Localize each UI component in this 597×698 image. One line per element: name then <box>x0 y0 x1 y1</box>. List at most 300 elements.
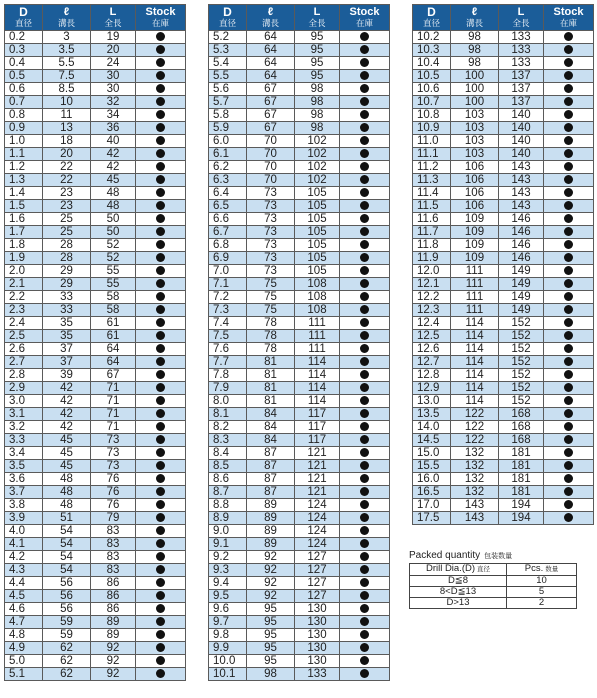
stock-cell <box>136 161 186 174</box>
in-stock-icon <box>156 32 165 41</box>
flute-length-cell: 132 <box>451 473 499 486</box>
table-row <box>413 460 594 473</box>
in-stock-icon <box>564 487 573 496</box>
in-stock-icon <box>360 539 369 548</box>
flute-length-cell: 92 <box>247 590 295 603</box>
flute-length-cell: 3.5 <box>43 44 91 57</box>
flute-length-cell: 87 <box>247 460 295 473</box>
flute-length-cell: 106 <box>451 187 499 200</box>
stock-cell <box>340 551 390 564</box>
in-stock-icon <box>360 656 369 665</box>
diameter-cell: 10.4 <box>413 57 451 70</box>
flute-length-cell: 73 <box>247 200 295 213</box>
flute-length-cell: 73 <box>247 213 295 226</box>
overall-length-cell: 73 <box>91 460 136 473</box>
in-stock-icon <box>156 461 165 470</box>
table-row <box>413 447 594 460</box>
stock-cell <box>340 200 390 213</box>
overall-length-cell: 36 <box>91 122 136 135</box>
overall-length-cell: 71 <box>91 421 136 434</box>
diameter-cell: 15.0 <box>413 447 451 460</box>
stock-cell <box>544 421 594 434</box>
in-stock-icon <box>360 526 369 535</box>
in-stock-icon <box>156 188 165 197</box>
table-row <box>209 57 390 70</box>
flute-length-cell: 37 <box>43 343 91 356</box>
in-stock-icon <box>156 643 165 652</box>
flute-length-cell: 78 <box>247 317 295 330</box>
diameter-cell: 4.7 <box>5 616 43 629</box>
flute-length-cell: 42 <box>43 408 91 421</box>
in-stock-icon <box>564 409 573 418</box>
table-row <box>5 226 186 239</box>
overall-length-cell: 117 <box>295 408 340 421</box>
flute-length-cell: 10 <box>43 96 91 109</box>
flute-length-cell: 111 <box>451 304 499 317</box>
overall-length-cell: 121 <box>295 473 340 486</box>
flute-length-cell: 73 <box>247 252 295 265</box>
col-overall-length-sub: 全長 <box>308 18 326 28</box>
in-stock-icon <box>156 214 165 223</box>
table-row <box>209 96 390 109</box>
in-stock-icon <box>360 71 369 80</box>
in-stock-icon <box>564 149 573 158</box>
stock-cell <box>340 278 390 291</box>
table-row <box>5 70 186 83</box>
diameter-cell: 2.9 <box>5 382 43 395</box>
in-stock-icon <box>156 526 165 535</box>
stock-cell <box>544 239 594 252</box>
table-row <box>209 369 390 382</box>
flute-length-cell: 106 <box>451 174 499 187</box>
flute-length-cell: 64 <box>247 57 295 70</box>
in-stock-icon <box>564 71 573 80</box>
in-stock-icon <box>156 227 165 236</box>
flute-length-cell: 132 <box>451 460 499 473</box>
packed-pcs: 5 <box>507 587 577 598</box>
diameter-cell: 8.5 <box>209 460 247 473</box>
packed-cond: D>13 <box>410 598 507 609</box>
overall-length-cell: 64 <box>91 356 136 369</box>
in-stock-icon <box>360 201 369 210</box>
in-stock-icon <box>564 97 573 106</box>
diameter-cell: 2.8 <box>5 369 43 382</box>
table-row <box>209 629 390 642</box>
in-stock-icon <box>564 331 573 340</box>
diameter-cell: 2.4 <box>5 317 43 330</box>
col-flute-length-label: ℓ <box>267 6 274 18</box>
in-stock-icon <box>156 123 165 132</box>
flute-length-cell: 106 <box>451 161 499 174</box>
overall-length-cell: 76 <box>91 486 136 499</box>
overall-length-cell: 111 <box>295 317 340 330</box>
flute-length-cell: 62 <box>43 655 91 668</box>
flute-length-cell: 70 <box>247 174 295 187</box>
diameter-cell: 9.9 <box>209 642 247 655</box>
packed-cond: D≦8 <box>410 576 507 587</box>
flute-length-cell: 75 <box>247 304 295 317</box>
overall-length-cell: 152 <box>499 382 544 395</box>
overall-length-cell: 127 <box>295 564 340 577</box>
flute-length-cell: 92 <box>247 577 295 590</box>
overall-length-cell: 194 <box>499 512 544 525</box>
overall-length-cell: 34 <box>91 109 136 122</box>
in-stock-icon <box>360 305 369 314</box>
table-row <box>413 187 594 200</box>
table-row <box>413 57 594 70</box>
overall-length-cell: 108 <box>295 291 340 304</box>
in-stock-icon <box>156 279 165 288</box>
overall-length-cell: 42 <box>91 148 136 161</box>
flute-length-cell: 143 <box>451 512 499 525</box>
stock-cell <box>340 356 390 369</box>
stock-cell <box>544 187 594 200</box>
diameter-cell: 11.2 <box>413 161 451 174</box>
table-row <box>209 109 390 122</box>
table-row <box>209 70 390 83</box>
diameter-cell: 5.3 <box>209 44 247 57</box>
table-row <box>5 382 186 395</box>
overall-length-cell: 58 <box>91 291 136 304</box>
stock-cell <box>340 486 390 499</box>
stock-cell <box>544 252 594 265</box>
table-row <box>413 265 594 278</box>
overall-length-cell: 95 <box>295 70 340 83</box>
stock-cell <box>340 668 390 681</box>
flute-length-cell: 103 <box>451 109 499 122</box>
overall-length-cell: 61 <box>91 317 136 330</box>
table-row <box>413 356 594 369</box>
stock-cell <box>544 512 594 525</box>
stock-cell <box>136 577 186 590</box>
table-row <box>5 44 186 57</box>
overall-length-cell: 143 <box>499 161 544 174</box>
stock-cell <box>136 317 186 330</box>
table-row <box>209 252 390 265</box>
table-row <box>5 538 186 551</box>
packed-row <box>410 598 577 609</box>
flute-length-cell: 84 <box>247 434 295 447</box>
table-row <box>209 382 390 395</box>
overall-length-cell: 194 <box>499 499 544 512</box>
table-row <box>209 44 390 57</box>
in-stock-icon <box>360 487 369 496</box>
in-stock-icon <box>156 175 165 184</box>
in-stock-icon <box>564 357 573 366</box>
diameter-cell: 4.6 <box>5 603 43 616</box>
stock-cell <box>340 629 390 642</box>
flute-length-cell: 67 <box>247 96 295 109</box>
overall-length-cell: 52 <box>91 252 136 265</box>
in-stock-icon <box>564 422 573 431</box>
diameter-cell: 5.5 <box>209 70 247 83</box>
diameter-cell: 2.1 <box>5 278 43 291</box>
in-stock-icon <box>360 474 369 483</box>
flute-length-cell: 73 <box>247 187 295 200</box>
diameter-cell: 13.0 <box>413 395 451 408</box>
stock-cell <box>340 603 390 616</box>
overall-length-cell: 48 <box>91 187 136 200</box>
in-stock-icon <box>564 474 573 483</box>
overall-length-cell: 168 <box>499 434 544 447</box>
in-stock-icon <box>360 578 369 587</box>
flute-length-cell: 95 <box>247 642 295 655</box>
in-stock-icon <box>156 617 165 626</box>
table-row <box>209 304 390 317</box>
overall-length-cell: 19 <box>91 31 136 44</box>
overall-length-cell: 124 <box>295 512 340 525</box>
col-flute-length-sub: 溝長 <box>57 18 75 28</box>
stock-cell <box>544 304 594 317</box>
stock-cell <box>544 317 594 330</box>
stock-cell <box>136 369 186 382</box>
in-stock-icon <box>564 188 573 197</box>
overall-length-cell: 73 <box>91 434 136 447</box>
flute-length-cell: 33 <box>43 291 91 304</box>
overall-length-cell: 48 <box>91 200 136 213</box>
overall-length-cell: 137 <box>499 96 544 109</box>
table-row <box>413 200 594 213</box>
in-stock-icon <box>156 201 165 210</box>
flute-length-cell: 11 <box>43 109 91 122</box>
flute-length-cell: 92 <box>247 551 295 564</box>
diameter-cell: 12.1 <box>413 278 451 291</box>
overall-length-cell: 50 <box>91 213 136 226</box>
in-stock-icon <box>564 162 573 171</box>
in-stock-icon <box>156 539 165 548</box>
stock-cell <box>340 512 390 525</box>
diameter-cell: 4.9 <box>5 642 43 655</box>
in-stock-icon <box>360 331 369 340</box>
overall-length-cell: 105 <box>295 213 340 226</box>
flute-length-cell: 87 <box>247 486 295 499</box>
in-stock-icon <box>360 591 369 600</box>
stock-cell <box>544 174 594 187</box>
packed-quantity-title-text: Packed quantity <box>409 550 481 561</box>
flute-length-cell: 54 <box>43 538 91 551</box>
col-diameter-sub: 直径 <box>14 18 32 28</box>
drill-table-2 <box>208 4 390 681</box>
in-stock-icon <box>564 110 573 119</box>
in-stock-icon <box>564 344 573 353</box>
flute-length-cell: 42 <box>43 382 91 395</box>
table-row <box>413 330 594 343</box>
flute-length-cell: 103 <box>451 122 499 135</box>
flute-length-cell: 114 <box>451 369 499 382</box>
diameter-cell: 12.8 <box>413 369 451 382</box>
diameter-cell: 11.3 <box>413 174 451 187</box>
in-stock-icon <box>360 162 369 171</box>
stock-cell <box>340 161 390 174</box>
flute-length-cell: 78 <box>247 330 295 343</box>
stock-cell <box>340 135 390 148</box>
col-overall-length <box>91 5 136 31</box>
in-stock-icon <box>156 162 165 171</box>
table-row <box>209 434 390 447</box>
table-row <box>413 395 594 408</box>
table-row <box>209 668 390 681</box>
overall-length-cell: 127 <box>295 590 340 603</box>
table-row <box>413 226 594 239</box>
overall-length-cell: 73 <box>91 447 136 460</box>
packed-col-pcs <box>507 564 577 576</box>
in-stock-icon <box>360 461 369 470</box>
diameter-cell: 3.0 <box>5 395 43 408</box>
table-row <box>413 83 594 96</box>
diameter-cell: 5.8 <box>209 109 247 122</box>
stock-cell <box>544 44 594 57</box>
overall-length-cell: 181 <box>499 460 544 473</box>
diameter-cell: 15.5 <box>413 460 451 473</box>
table-row <box>5 460 186 473</box>
diameter-cell: 2.7 <box>5 356 43 369</box>
table-row <box>413 135 594 148</box>
in-stock-icon <box>156 656 165 665</box>
flute-length-cell: 109 <box>451 252 499 265</box>
flute-length-cell: 59 <box>43 616 91 629</box>
table-row <box>413 343 594 356</box>
stock-cell <box>340 538 390 551</box>
stock-cell <box>136 31 186 44</box>
col-diameter-label: D <box>223 5 232 19</box>
table-row <box>209 499 390 512</box>
overall-length-cell: 83 <box>91 551 136 564</box>
diameter-cell: 9.1 <box>209 538 247 551</box>
stock-cell <box>340 421 390 434</box>
overall-length-cell: 181 <box>499 473 544 486</box>
flute-length-cell: 18 <box>43 135 91 148</box>
stock-cell <box>136 538 186 551</box>
flute-length-cell: 59 <box>43 629 91 642</box>
diameter-cell: 4.0 <box>5 525 43 538</box>
diameter-cell: 5.2 <box>209 31 247 44</box>
stock-cell <box>136 655 186 668</box>
overall-length-cell: 108 <box>295 278 340 291</box>
stock-cell <box>544 369 594 382</box>
table-row <box>5 473 186 486</box>
table-row <box>209 161 390 174</box>
flute-length-cell: 35 <box>43 317 91 330</box>
table-row <box>209 460 390 473</box>
table-row <box>413 31 594 44</box>
table-row <box>5 330 186 343</box>
diameter-cell: 12.6 <box>413 343 451 356</box>
overall-length-cell: 146 <box>499 252 544 265</box>
flute-length-cell: 87 <box>247 447 295 460</box>
in-stock-icon <box>564 500 573 509</box>
flute-length-cell: 111 <box>451 291 499 304</box>
diameter-cell: 8.2 <box>209 421 247 434</box>
flute-length-cell: 37 <box>43 356 91 369</box>
table-row <box>209 213 390 226</box>
flute-length-cell: 25 <box>43 226 91 239</box>
overall-length-cell: 105 <box>295 239 340 252</box>
diameter-cell: 9.6 <box>209 603 247 616</box>
flute-length-cell: 28 <box>43 252 91 265</box>
overall-length-cell: 42 <box>91 161 136 174</box>
in-stock-icon <box>360 97 369 106</box>
overall-length-cell: 98 <box>295 83 340 96</box>
overall-length-cell: 108 <box>295 304 340 317</box>
diameter-cell: 8.4 <box>209 447 247 460</box>
stock-cell <box>544 499 594 512</box>
in-stock-icon <box>360 84 369 93</box>
col-diameter-sub: 直径 <box>422 18 440 28</box>
in-stock-icon <box>564 175 573 184</box>
diameter-cell: 11.1 <box>413 148 451 161</box>
in-stock-icon <box>156 435 165 444</box>
in-stock-icon <box>156 396 165 405</box>
flute-length-cell: 73 <box>247 265 295 278</box>
in-stock-icon <box>156 149 165 158</box>
in-stock-icon <box>360 552 369 561</box>
flute-length-cell: 8.5 <box>43 83 91 96</box>
table-row <box>209 356 390 369</box>
in-stock-icon <box>156 344 165 353</box>
diameter-cell: 8.9 <box>209 512 247 525</box>
in-stock-icon <box>564 227 573 236</box>
flute-length-cell: 64 <box>247 31 295 44</box>
stock-cell <box>136 382 186 395</box>
stock-cell <box>544 486 594 499</box>
diameter-cell: 6.5 <box>209 200 247 213</box>
diameter-cell: 6.0 <box>209 135 247 148</box>
table-row <box>5 421 186 434</box>
flute-length-cell: 56 <box>43 603 91 616</box>
table-row <box>209 395 390 408</box>
flute-length-cell: 81 <box>247 395 295 408</box>
col-stock <box>340 5 390 31</box>
flute-length-cell: 7.5 <box>43 70 91 83</box>
in-stock-icon <box>156 318 165 327</box>
flute-length-cell: 103 <box>451 135 499 148</box>
stock-cell <box>544 460 594 473</box>
in-stock-icon <box>360 422 369 431</box>
flute-length-cell: 89 <box>247 538 295 551</box>
flute-length-cell: 62 <box>43 642 91 655</box>
stock-cell <box>136 122 186 135</box>
overall-length-cell: 152 <box>499 369 544 382</box>
col-stock-sub: 在庫 <box>151 18 169 28</box>
overall-length-cell: 133 <box>499 44 544 57</box>
stock-cell <box>340 187 390 200</box>
packed-col-dia-sub: 直径 <box>477 566 491 573</box>
stock-cell <box>136 304 186 317</box>
stock-cell <box>136 148 186 161</box>
stock-cell <box>544 330 594 343</box>
stock-cell <box>136 642 186 655</box>
flute-length-cell: 92 <box>247 564 295 577</box>
table-row <box>209 265 390 278</box>
diameter-cell: 6.6 <box>209 213 247 226</box>
overall-length-cell: 55 <box>91 265 136 278</box>
table-row <box>413 44 594 57</box>
stock-cell <box>544 161 594 174</box>
in-stock-icon <box>156 422 165 431</box>
in-stock-icon <box>564 318 573 327</box>
in-stock-icon <box>360 344 369 353</box>
diameter-cell: 0.3 <box>5 44 43 57</box>
diameter-cell: 1.7 <box>5 226 43 239</box>
table-row <box>5 551 186 564</box>
diameter-cell: 16.0 <box>413 473 451 486</box>
in-stock-icon <box>156 45 165 54</box>
in-stock-icon <box>360 123 369 132</box>
diameter-cell: 9.7 <box>209 616 247 629</box>
stock-cell <box>136 200 186 213</box>
overall-length-cell: 124 <box>295 538 340 551</box>
stock-cell <box>544 408 594 421</box>
